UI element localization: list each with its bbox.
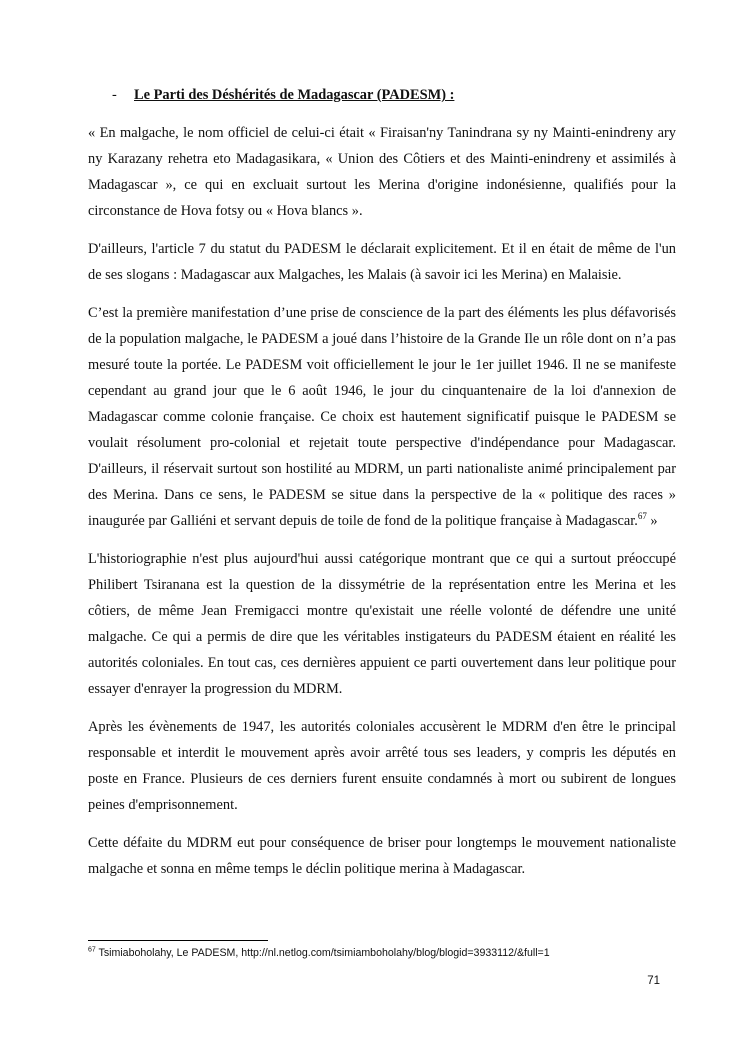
paragraph-3-text: C’est la première manifestation d’une prise de conscience de la part des éléments les plus défavorisés de la population malgache, le PADESM a joué dans l’histoire de la Grande Ile un rôle dont on n’a pas mesuré toute la portée. Le PADESM voit officiellement le jour le 1er juillet 1946. Il ne se manifeste cependant au grand jour que le 6 août 1946, le jour du cinquantenaire de la loi d'annexion de Madagascar comme colonie française. Ce choix est hautement significatif puisque le PADESM se voulait résolument pro-colonial et rejetait toute perspective d'indépendance pour Madagascar. D'ailleurs, il réservait surtout son hostilité au MDRM, un parti nationaliste animé principalement par des Merina. Dans ce sens, le PADESM se situe dans la perspective de la « politique des races » inaugurée par Galliéni et servant depuis de toile de fond de la politique française à Madagascar. (88, 305, 676, 529)
paragraph-2: D'ailleurs, l'article 7 du statut du PADESM le déclarait explicitement. Et il en était de même de l'un de ses slogans : Madagascar aux Malgaches, les Malais (à savoir ici les Merina) en Malaisie. (88, 241, 676, 283)
footnote-reference[interactable]: 67 (637, 511, 647, 522)
paragraph-3 (88, 300, 676, 534)
section-heading (88, 82, 676, 108)
paragraph-4: L'historiographie n'est plus aujourd'hui aussi catégorique montrant que ce qui a surtout préoccupé Philibert Tsiranana est la question de la dissymétrie de la représentation entre les Merina et les côtiers, de même Jean Fremigacci montre qu'existait une réelle volonté de défendre une unité malgache. Ce qui a permis de dire que les véritables instigateurs du PADESM étaient en réalité les autorités coloniales. En tout cas, ces dernières appuient ce parti ouvertement dans leur politique pour essayer d'enrayer la progression du MDRM. (88, 551, 676, 697)
page-number: 71 (647, 975, 660, 987)
footnote-number: 67 (88, 946, 96, 954)
paragraph-1: « En malgache, le nom officiel de celui-ci était « Firaisan'ny Tanindrana sy ny Mainti-enindreny ary ny Karazany rehetra eto Madagasikara, « Union des Côtiers et des Mainti-enindreny et assimilés à Madagascar », ce qui en excluait surtout les Merina d'origine indonésienne, qualifiés pour la circonstance de Hova fotsy ou « Hova blancs ». (88, 125, 676, 219)
heading-bullet: - (112, 87, 117, 103)
paragraph-3-tail: » (646, 513, 658, 529)
paragraph-6: Cette défaite du MDRM eut pour conséquence de briser pour longtemps le mouvement nationaliste malgache et sonna en même temps le déclin politique merina à Madagascar. (88, 835, 676, 877)
footnote-separator (88, 940, 268, 941)
heading-title: Le Parti des Déshérités de Madagascar (PADESM) : (134, 87, 455, 103)
paragraph-5: Après les évènements de 1947, les autorités coloniales accusèrent le MDRM d'en être le principal responsable et interdit le mouvement après avoir arrêté tous ses leaders, y compris les députés en poste en France. Plusieurs de ces derniers furent ensuite condamnés à mort ou subirent de longues peines d'emprisonnement. (88, 719, 676, 813)
main-text (88, 82, 676, 894)
footnote (88, 946, 676, 960)
footnote-text: Tsimiaboholahy, Le PADESM, http://nl.netlog.com/tsimiamboholahy/blog/blogid=3933112/&full=1 (95, 947, 550, 959)
